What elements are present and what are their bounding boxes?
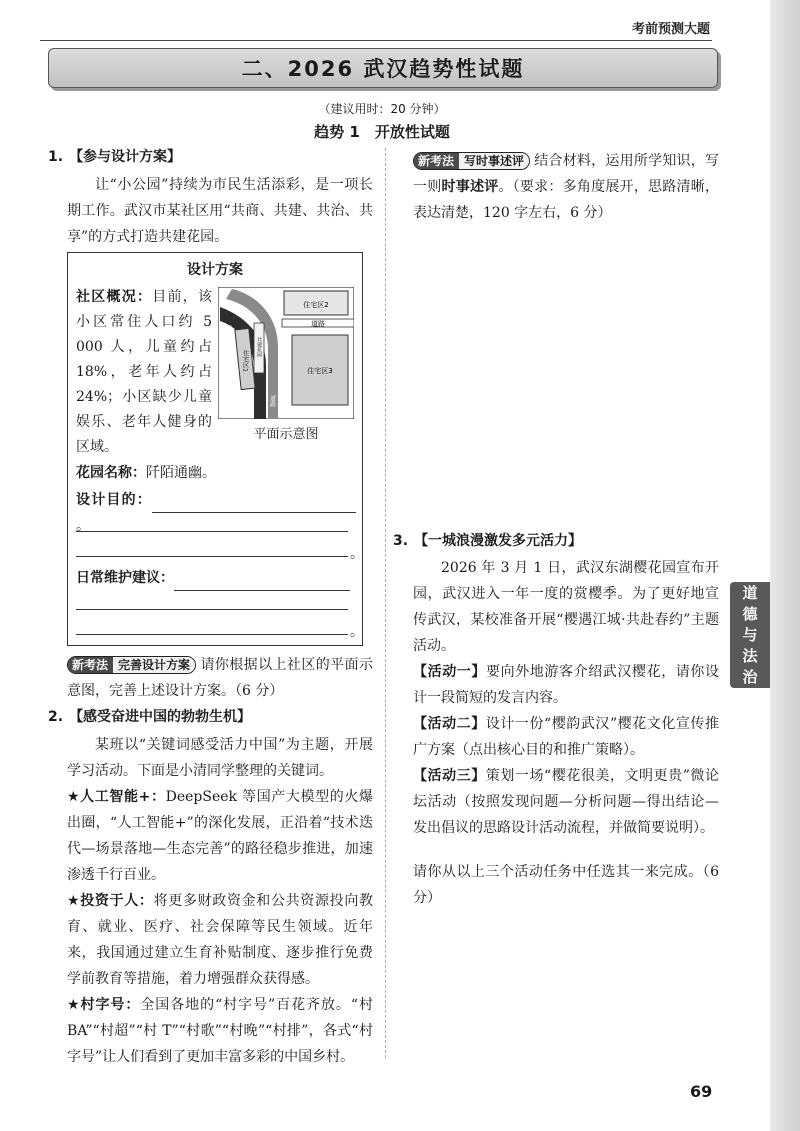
q2-keyword-village — [67, 992, 373, 1070]
design-purpose-blank[interactable] — [152, 512, 356, 513]
maintenance-row — [76, 565, 356, 591]
q1-new-method-tag — [67, 656, 196, 674]
side-tab-char: 法 — [742, 646, 758, 665]
purpose-line-3[interactable] — [76, 556, 348, 557]
q2-number: 2. — [48, 709, 64, 725]
q2-tag-right: 写时事述评 — [459, 153, 529, 169]
design-purpose-end: 。 — [76, 518, 90, 534]
purpose-line-2[interactable] — [76, 531, 348, 532]
q2-kw3-text: 全国各地的“村字号”百花齐放。“村 BA”“村超”“村 T”“村歌”“村晚”“村排”，各式“村字号”让人们看到了更加丰富多彩的中国乡村。 — [67, 997, 373, 1065]
q2-task — [413, 148, 719, 226]
q2-kw2-text: 将更多财政资金和公共资源投向教育、就业、医疗、社会保障等民生领域。近年来，我国通过建立生育补贴制度、逐步推行免费学前教育等措施，着力增强群众获得感。 — [67, 893, 373, 987]
q1-title: 【参与设计方案】 — [69, 149, 182, 165]
subject-side-tab — [730, 582, 770, 688]
q2-kw3-label: ★村字号： — [67, 997, 141, 1013]
q3-act1-label: 【活动一】 — [413, 664, 486, 680]
q2-task-bold: 时事述评 — [441, 179, 499, 195]
q1-number: 1. — [48, 149, 64, 165]
map-label-road-top: 道路 — [311, 320, 325, 328]
q2-task-b: 。（要求：多角度展开，思路清晰，表达清楚，120 字左右，6 分） — [413, 179, 720, 221]
q3-task: 请你从以上三个活动任务中任选其一来完成。（6 分） — [413, 864, 719, 906]
q3-act2-text: 设计一份“樱韵武汉”樱花文化宣传推广方案（点出核心目的和推广策略）。 — [413, 716, 719, 758]
garden-name-label: 花园名称： — [76, 465, 146, 481]
q2-kw2-label: ★投资于人： — [67, 893, 154, 909]
overview-label: 社区概况： — [76, 289, 153, 305]
q2-kw1-label: ★人工智能+： — [67, 789, 166, 805]
floor-plan-map — [218, 287, 354, 419]
header-tag: 考前预测大题 — [631, 22, 710, 37]
q1-task — [67, 652, 373, 704]
q2-keyword-ai — [67, 784, 373, 888]
design-purpose-label: 设计目的： — [76, 492, 152, 508]
q3-activity-2 — [413, 711, 719, 763]
column-divider — [385, 148, 386, 1058]
map-label-residential2: 住宅区2 — [303, 301, 329, 309]
q3-title: 【一城浪漫激发多元活力】 — [414, 533, 583, 549]
map-caption: 平面示意图 — [253, 427, 319, 442]
q3-activity-1 — [413, 659, 719, 711]
maintenance-line-3[interactable] — [76, 634, 348, 635]
maintenance-label: 日常维护建议： — [76, 570, 174, 586]
header-rule — [40, 40, 712, 41]
maintenance-blank[interactable] — [174, 590, 350, 591]
q2-kw1-text: DeepSeek 等国产大模型的火爆出圈，“人工智能+”的深化发展，正沿着“技术迭代—场景落地—生态完善”的路径稳步推进，加速渗透千行百业。 — [67, 789, 374, 883]
q2-task-a: 结合材料，运用所学知识，写一则 — [413, 153, 719, 195]
page-number: 69 — [690, 1082, 713, 1101]
purpose-end-mark: 。 — [350, 546, 364, 562]
q3-act1-text: 要向外地游客介绍武汉樱花，请你设计一段简短的发言内容。 — [413, 664, 719, 706]
section-title: 趋势 1 开放性试题 — [314, 123, 450, 141]
q2-heading — [48, 706, 251, 726]
side-tab-char: 治 — [742, 667, 758, 686]
page-title: 二、2026 武汉趋势性试题 — [48, 48, 718, 88]
maintenance-end-mark: 。 — [350, 624, 364, 640]
q3-intro: 2026 年 3 月 1 日，武汉东湖樱花园宣布开园，武汉进入一年一度的赏樱季。为了更好地宣传武汉，某校准备开展“樱遇江城·共赴春约”主题活动。 — [413, 560, 719, 654]
q3-act3-label: 【活动三】 — [413, 768, 486, 784]
q1-heading — [48, 146, 181, 166]
q1-tag-right: 完善设计方案 — [113, 657, 195, 673]
q2-title: 【感受奋进中国的勃勃生机】 — [69, 709, 252, 725]
design-plan-title: 设计方案 — [187, 262, 243, 278]
q3-heading — [393, 530, 582, 550]
map-label-road-left: 道路 — [224, 325, 232, 337]
maintenance-line-2[interactable] — [76, 609, 348, 610]
side-tab-char: 德 — [742, 604, 758, 623]
design-plan-box — [67, 252, 363, 646]
side-tab-char: 与 — [742, 625, 758, 644]
q1-intro: 让“小公园”持续为市民生活添彩，是一项长期工作。武汉市某社区用“共商、共建、共治、共享”的方式打造共建花园。 — [67, 177, 373, 245]
q2-new-method-tag — [413, 152, 530, 170]
q2-intro: 某班以“关键词感受活力中国”为主题，开展学习活动。下面是小清同学整理的关键词。 — [67, 737, 373, 779]
q3-act3-text: 策划一场“樱花很美，文明更贵”微论坛活动（按照发现问题—分析问题—得出结论—发出倡议的思路设计活动流程，并做简要说明）。 — [413, 768, 719, 836]
map-label-garden: 共建花园 — [256, 337, 262, 357]
side-tab-char: 道 — [742, 583, 758, 602]
q3-act2-label: 【活动二】 — [413, 716, 486, 732]
map-label-road-diag: 道路 — [268, 395, 276, 407]
q1-task-text: 请你根据以上社区的平面示意图，完善上述设计方案。（6 分） — [67, 657, 373, 699]
q1-tag-left: 新考法 — [68, 657, 113, 673]
q3-activity-3 — [413, 763, 719, 841]
map-label-residential1: 住宅区1 — [241, 350, 249, 372]
community-overview — [76, 285, 212, 460]
page-edge-shadow — [770, 0, 800, 1131]
map-label-residential3: 住宅区3 — [307, 367, 333, 375]
q2-tag-left: 新考法 — [414, 153, 459, 169]
garden-name-row — [76, 460, 356, 486]
overview-text: 目前，该小区常住人口约 5 000 人，儿童约占 18%，老年人约占 24%；小区缺少儿童娱乐、老年人健身的区域。 — [76, 289, 212, 455]
q3-number: 3. — [393, 533, 409, 549]
time-hint: （建议用时：20 分钟） — [318, 102, 446, 116]
garden-name-value: 阡陌通幽。 — [146, 465, 216, 481]
q2-keyword-invest — [67, 888, 373, 992]
